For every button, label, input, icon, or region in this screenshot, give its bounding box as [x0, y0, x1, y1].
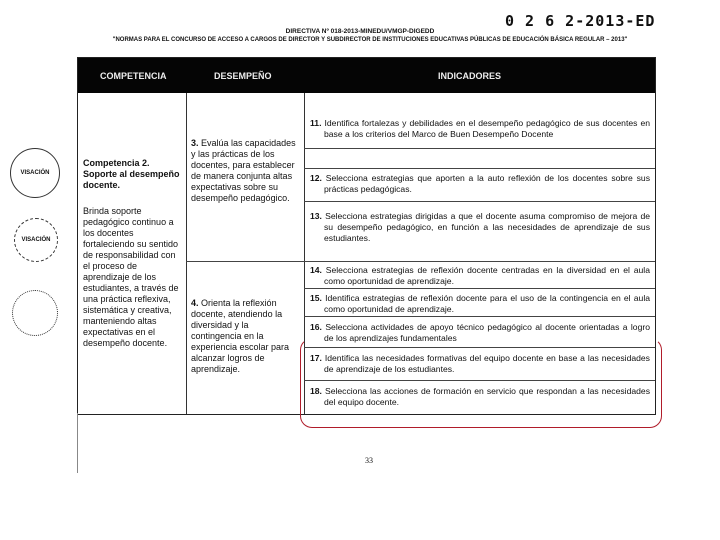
desempeno-number: 4.	[191, 298, 199, 308]
indicador-text: Identifica estrategias de reflexión docente para el uso de la contingencia en el aula como oportunidad de aprendizaje.	[324, 293, 651, 314]
document-code: 0 2 6 2-2013-ED	[505, 12, 656, 30]
desempeno-text: Orienta la reflexión docente, atendiendo la diversidad y la contingencia en la experiencia escolar para alcanzar logros de aprendizaje.	[191, 298, 290, 374]
indicador-15	[310, 293, 650, 315]
row-divider	[304, 168, 655, 169]
header-competencia: COMPETENCIA	[100, 71, 167, 81]
indicador-number: 12.	[310, 173, 322, 183]
indicador-13	[310, 211, 650, 244]
margin-line	[77, 413, 78, 473]
header-indicadores: INDICADORES	[438, 71, 502, 81]
indicador-text: Selecciona estrategias dirigidas a que el docente asuma compromiso de mejora de su desempeño pedagógico, en función a las necesidades de aprendizaje de sus estudiantes.	[324, 211, 651, 243]
visacion-stamp	[14, 218, 58, 262]
row-divider	[304, 201, 655, 202]
indicador-11	[310, 118, 650, 140]
row-divider	[186, 261, 655, 262]
stamp-label: VISACIÓN	[20, 170, 50, 176]
indicador-number: 15.	[310, 293, 322, 303]
indicador-number: 14.	[310, 265, 322, 275]
row-divider	[304, 288, 655, 289]
header-desempeno: DESEMPEÑO	[214, 71, 272, 81]
seal-stamp	[12, 290, 58, 336]
visacion-stamp	[10, 148, 60, 198]
desempeno-3	[191, 138, 301, 204]
red-highlight-bracket	[300, 338, 662, 428]
indicador-text: Identifica las necesidades formativas del equipo docente en base a las necesidades de aprendizaje de los estudiantes.	[324, 353, 650, 374]
indicador-number: 16.	[310, 322, 322, 332]
indicador-text: Selecciona actividades de apoyo técnico pedagógico al docente orientadas a logro de los aprendizajes fundamentales	[324, 322, 650, 343]
table-header	[78, 58, 655, 93]
desempeno-text: Evalúa las capacidades y las prácticas de los docentes, para establecer de manera conjunta altas expectativas sobre su desempeño pedagógico.	[191, 138, 296, 203]
page-number: 33	[365, 456, 373, 465]
indicador-text: Selecciona las acciones de formación en servicio que respondan a las necesidades del equipo docente.	[324, 386, 650, 407]
indicador-text: Identifica fortalezas y debilidades en el desempeño pedagógico de sus docentes en base a los criterios del Marco de Buen Desempeño Docente	[324, 118, 650, 139]
row-divider	[304, 148, 655, 149]
indicador-number: 17.	[310, 353, 322, 363]
desempeno-number: 3.	[191, 138, 199, 148]
indicador-number: 18.	[310, 386, 322, 396]
stamp-label: VISACIÓN	[21, 237, 51, 243]
indicador-text: Selecciona estrategias que aporten a la auto reflexión de los docentes sobre sus prácticas pedagógicas.	[324, 173, 650, 194]
indicador-number: 11.	[310, 118, 322, 128]
indicador-12	[310, 173, 650, 195]
indicador-text: Selecciona estrategias de reflexión docente centradas en la diversidad en el aula como oportunidad de aprendizaje.	[324, 265, 650, 286]
directive-title: DIRECTIVA Nº 018-2013-MINEDU/VMGP-DIGEDD	[285, 28, 435, 35]
norms-title: "NORMAS PARA EL CONCURSO DE ACCESO A CARGOS DE DIRECTOR Y SUBDIRECTOR DE INSTITUCIONES EDUCATIVAS PÚBLICAS DE EDUCACIÓN BÁSICA REGULAR – 2013"	[112, 37, 628, 43]
column-divider	[186, 93, 187, 414]
indicador-number: 13.	[310, 211, 322, 221]
row-divider	[304, 316, 655, 317]
indicador-14	[310, 265, 650, 287]
desempeno-4	[191, 298, 301, 375]
competencia-title: Competencia 2. Soporte al desempeño docente.	[83, 158, 180, 190]
competencia-description: Brinda soporte pedagógico continuo a los docentes fortaleciendo su sentido de responsabilidad con el proceso de aprendizaje de los estudiantes, a través de una práctica reflexiva, sistemática y creativa, manteniendo altas expectativas en el desempeño docente.	[83, 206, 179, 348]
